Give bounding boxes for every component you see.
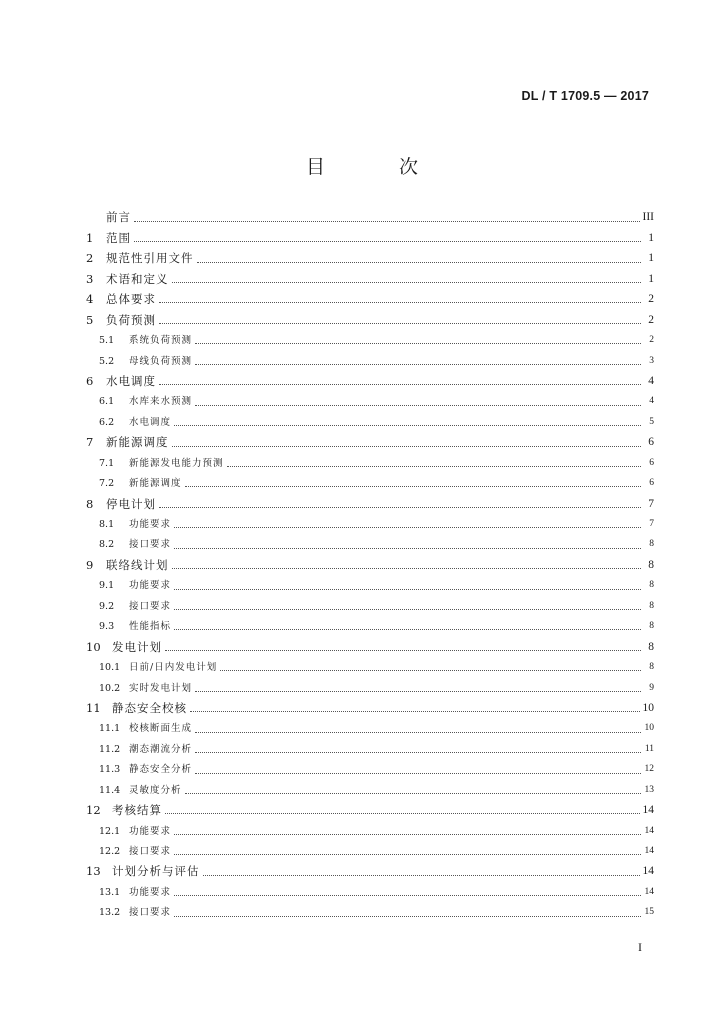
toc-entry-label: 校核断面生成	[129, 723, 193, 735]
toc-entry-number: 13.1	[99, 886, 121, 898]
toc-entry-page: 14	[642, 804, 654, 817]
toc-entry-page: 4	[648, 374, 654, 387]
toc-leader-dots	[195, 364, 641, 365]
toc-entry-number: 7.2	[99, 478, 115, 490]
toc-entry-label: 术语和定义	[106, 271, 169, 286]
toc-leader-dots	[185, 793, 641, 794]
toc-entry[interactable]	[86, 372, 654, 392]
toc-entry-label: 接口要求	[129, 907, 172, 919]
toc-leader-dots	[195, 691, 641, 692]
toc-leader-dots	[134, 241, 641, 242]
toc-entry[interactable]	[86, 494, 654, 514]
toc-entry-label: 负荷预测	[106, 312, 156, 327]
toc-entry-number: 6.1	[99, 396, 115, 408]
toc-entry-number: 8.1	[99, 519, 115, 531]
toc-leader-dots	[172, 446, 642, 447]
toc-entry[interactable]	[86, 249, 654, 269]
toc-leader-dots	[172, 282, 642, 283]
toc-entry[interactable]	[86, 617, 654, 637]
toc-leader-dots	[195, 732, 641, 733]
toc-entry-label: 日前/日内发电计划	[129, 662, 218, 674]
toc-entry-page: 6	[649, 457, 654, 468]
toc-entry[interactable]	[86, 821, 654, 841]
toc-entry[interactable]	[86, 760, 654, 780]
toc-entry-label: 考核结算	[112, 803, 162, 818]
toc-entry-label: 前言	[106, 210, 131, 225]
toc-entry-number: 7	[86, 435, 94, 450]
toc-entry-page: 8	[649, 621, 654, 632]
toc-entry-number: 4	[86, 292, 94, 307]
toc-leader-dots	[174, 425, 641, 426]
toc-entry[interactable]	[86, 801, 654, 821]
toc-entry[interactable]	[86, 208, 654, 228]
toc-entry-number: 2	[86, 251, 94, 266]
toc-entry-label: 水电调度	[106, 373, 156, 388]
toc-entry-label: 灵敏度分析	[129, 784, 182, 796]
toc-entry-page: 5	[649, 416, 654, 427]
toc-entry-label: 发电计划	[112, 639, 162, 654]
toc-entry-label: 接口要求	[129, 600, 172, 612]
toc-leader-dots	[174, 609, 641, 610]
toc-leader-dots	[195, 773, 641, 774]
toc-entry[interactable]	[86, 576, 654, 596]
toc-leader-dots	[195, 343, 641, 344]
toc-entry-label: 潮态潮流分析	[129, 743, 193, 755]
toc-entry-number: 5.1	[99, 335, 115, 347]
toc-entry-page: 14	[644, 846, 654, 857]
toc-entry-number: 3	[86, 271, 94, 286]
toc-entry[interactable]	[86, 739, 654, 759]
toc-entry-number: 5	[86, 312, 94, 327]
toc-entry-label: 联络线计划	[106, 557, 169, 572]
toc-leader-dots	[190, 711, 640, 712]
toc-entry[interactable]	[86, 596, 654, 616]
toc-entry-number: 13	[86, 864, 101, 879]
toc-entry-page: 1	[648, 231, 654, 244]
toc-entry[interactable]	[86, 515, 654, 535]
toc-entry-page: 1	[648, 272, 654, 285]
toc-leader-dots	[165, 813, 640, 814]
toc-entry-number: 11.4	[99, 784, 121, 796]
toc-entry-number: 8.2	[99, 539, 115, 551]
toc-leader-dots	[159, 323, 641, 324]
toc-entry[interactable]	[86, 269, 654, 289]
toc-entry-label: 范围	[106, 230, 131, 245]
toc-entry-number: 10.2	[99, 682, 121, 694]
toc-entry-number: 10.1	[99, 662, 121, 674]
toc-entry-page: 9	[649, 682, 654, 693]
toc-entry-label: 静态安全校核	[112, 700, 187, 715]
toc-leader-dots	[172, 568, 642, 569]
toc-entry-number: 9.3	[99, 621, 115, 633]
toc-entry-label: 总体要求	[106, 292, 156, 307]
toc-leader-dots	[195, 405, 641, 406]
toc-entry-page: III	[642, 211, 654, 224]
page-number: I	[638, 940, 642, 954]
standard-code: DL / T 1709.5 — 2017	[521, 89, 649, 103]
toc-entry-label: 接口要求	[129, 539, 172, 551]
toc-entry[interactable]	[86, 555, 654, 575]
toc-entry[interactable]	[86, 862, 654, 882]
toc-entry[interactable]	[86, 842, 654, 862]
toc-entry[interactable]	[86, 903, 654, 923]
toc-entry[interactable]	[86, 535, 654, 555]
toc-entry-page: 12	[644, 764, 654, 775]
toc-entry-label: 静态安全分析	[129, 764, 193, 776]
toc-leader-dots	[185, 486, 641, 487]
toc-entry-page: 14	[644, 825, 654, 836]
toc-entry[interactable]	[86, 882, 654, 902]
toc-entry-label: 停电计划	[106, 496, 156, 511]
toc-entry-page: 8	[649, 600, 654, 611]
toc-leader-dots	[197, 262, 642, 263]
toc-entry-page: 7	[649, 519, 654, 530]
toc-entry-label: 系统负荷预测	[129, 335, 193, 347]
toc-entry-page: 8	[649, 580, 654, 591]
toc-entry-page: 1	[648, 252, 654, 265]
toc-entry[interactable]	[86, 637, 654, 657]
toc-leader-dots	[174, 527, 641, 528]
toc-leader-dots	[174, 629, 641, 630]
toc-leader-dots	[174, 834, 641, 835]
toc-entry[interactable]	[86, 392, 654, 412]
toc-entry-number: 13.2	[99, 907, 121, 919]
toc-entry-label: 母线负荷预测	[129, 355, 193, 367]
toc-entry-label: 水电调度	[129, 416, 172, 428]
toc-leader-dots	[220, 670, 641, 671]
toc-entry[interactable]	[86, 719, 654, 739]
toc-entry[interactable]	[86, 228, 654, 248]
toc-entry-label: 功能要求	[129, 825, 172, 837]
toc-entry-page: 2	[649, 335, 654, 346]
toc-entry-page: 8	[648, 640, 654, 653]
toc-leader-dots	[195, 752, 641, 753]
toc-entry-page: 11	[644, 743, 654, 754]
toc-entry[interactable]	[86, 474, 654, 494]
toc-entry-page: 13	[644, 784, 654, 795]
toc-entry-page: 8	[649, 539, 654, 550]
toc-entry-number: 11.1	[99, 723, 121, 735]
toc-leader-dots	[174, 916, 641, 917]
toc-entry-number: 12.1	[99, 825, 121, 837]
toc-entry[interactable]	[86, 351, 654, 371]
toc-entry-page: 2	[648, 313, 654, 326]
toc-entry[interactable]	[86, 310, 654, 330]
toc-title: 目 次	[305, 156, 453, 178]
toc-leader-dots	[159, 507, 641, 508]
toc-entry[interactable]	[86, 412, 654, 432]
toc-leader-dots	[159, 384, 641, 385]
toc-leader-dots	[174, 589, 641, 590]
toc-entry-number: 11.2	[99, 743, 121, 755]
toc-entry-label: 水库来水预测	[129, 396, 193, 408]
toc-leader-dots	[174, 895, 641, 896]
toc-entry[interactable]	[86, 331, 654, 351]
table-of-contents	[86, 208, 654, 923]
toc-entry-page: 8	[649, 662, 654, 673]
toc-entry-number: 6	[86, 373, 94, 388]
toc-leader-dots	[203, 875, 640, 876]
toc-entry-number: 7.1	[99, 457, 115, 469]
toc-leader-dots	[165, 650, 641, 651]
toc-entry[interactable]	[86, 699, 654, 719]
toc-entry-page: 14	[642, 865, 654, 878]
toc-entry-page: 2	[648, 293, 654, 306]
toc-entry-number: 9	[86, 557, 94, 572]
toc-entry-label: 功能要求	[129, 580, 172, 592]
toc-entry-label: 实时发电计划	[129, 682, 193, 694]
toc-entry[interactable]	[86, 658, 654, 678]
toc-entry-number: 8	[86, 496, 94, 511]
toc-leader-dots	[134, 221, 640, 222]
toc-entry-page: 10	[644, 723, 654, 734]
toc-entry-number: 9.1	[99, 580, 115, 592]
toc-leader-dots	[174, 854, 641, 855]
toc-entry-page: 4	[649, 396, 654, 407]
toc-entry-number: 11	[86, 700, 101, 715]
toc-entry-label: 新能源调度	[129, 478, 182, 490]
toc-entry-label: 规范性引用文件	[106, 251, 194, 266]
toc-entry-label: 新能源调度	[106, 435, 169, 450]
toc-entry-number: 5.2	[99, 355, 115, 367]
toc-leader-dots	[159, 302, 641, 303]
toc-entry[interactable]	[86, 780, 654, 800]
toc-entry-label: 性能指标	[129, 621, 172, 633]
toc-entry-page: 7	[648, 497, 654, 510]
toc-entry-label: 接口要求	[129, 846, 172, 858]
toc-entry-page: 8	[648, 558, 654, 571]
toc-leader-dots	[174, 548, 641, 549]
toc-entry[interactable]	[86, 290, 654, 310]
toc-leader-dots	[227, 466, 641, 467]
toc-entry-page: 15	[644, 907, 654, 918]
toc-entry-number: 9.2	[99, 600, 115, 612]
toc-entry[interactable]	[86, 453, 654, 473]
toc-entry[interactable]	[86, 433, 654, 453]
toc-entry-number: 1	[86, 230, 94, 245]
toc-entry-page: 14	[644, 886, 654, 897]
toc-entry-number: 12	[86, 803, 101, 818]
toc-entry-page: 10	[642, 701, 654, 714]
toc-entry-label: 功能要求	[129, 519, 172, 531]
toc-entry-number: 6.2	[99, 416, 115, 428]
toc-entry-number: 10	[86, 639, 101, 654]
toc-entry-label: 功能要求	[129, 886, 172, 898]
toc-entry-label: 计划分析与评估	[112, 864, 200, 879]
toc-entry[interactable]	[86, 678, 654, 698]
toc-entry-label: 新能源发电能力预测	[129, 457, 224, 469]
toc-entry-page: 3	[649, 355, 654, 366]
toc-entry-number: 12.2	[99, 846, 121, 858]
toc-entry-page: 6	[649, 478, 654, 489]
toc-entry-page: 6	[648, 436, 654, 449]
toc-entry-number: 11.3	[99, 764, 121, 776]
